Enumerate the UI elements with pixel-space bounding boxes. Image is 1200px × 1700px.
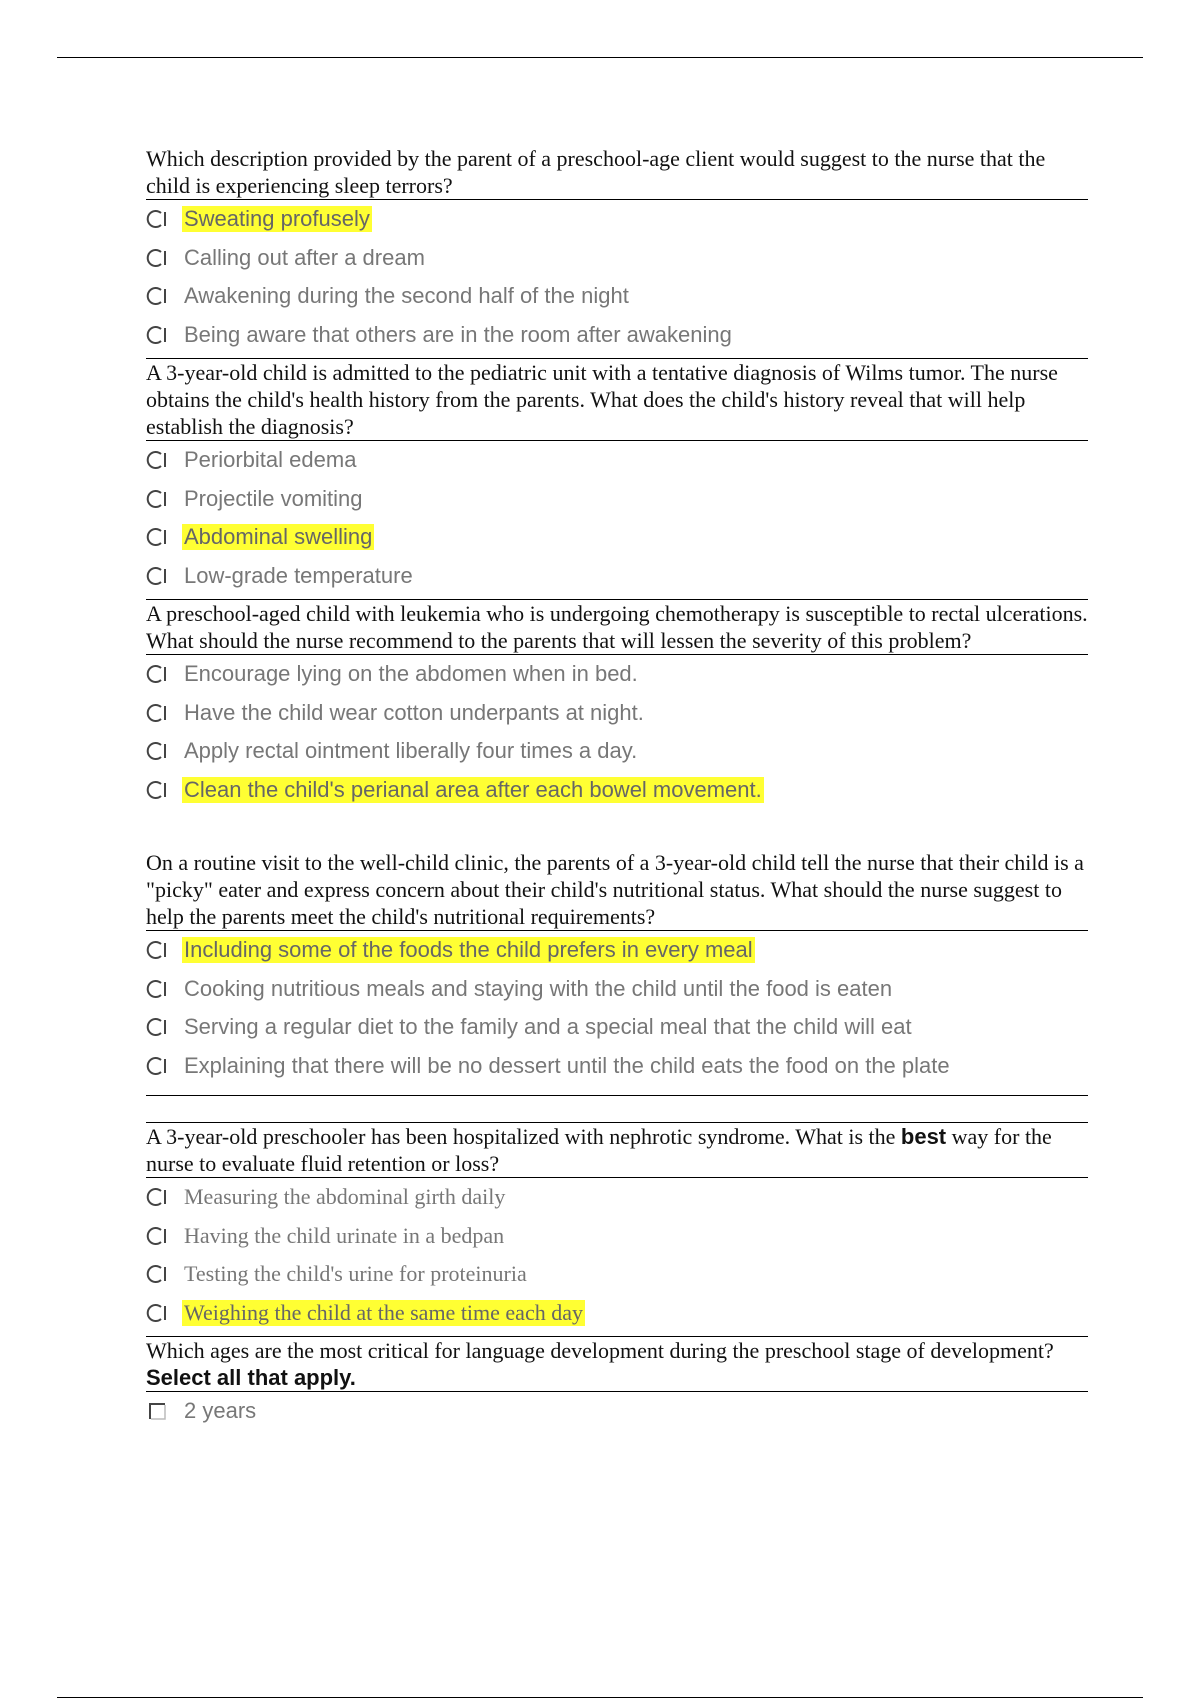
radio-button-icon[interactable]: [146, 978, 168, 1000]
answer-option[interactable]: [146, 655, 1088, 694]
question-2-options: [146, 441, 1088, 599]
answer-option[interactable]: [146, 441, 1088, 480]
answer-option[interactable]: [146, 771, 1088, 810]
answer-option-label: Sweating profusely: [184, 206, 370, 232]
question-3-text: A preschool-aged child with leukemia who is undergoing chemotherapy is susceptible to rectal ulcerations. What should the nurse recommend to the parents that will lessen the severity of this problem?: [146, 601, 1088, 653]
answer-option[interactable]: [146, 316, 1088, 355]
question-5-emphasis: best: [900, 1124, 947, 1149]
answer-option[interactable]: [146, 518, 1088, 557]
answer-option-label: Measuring the abdominal girth daily: [184, 1184, 506, 1210]
answer-option-label: Abdominal swelling: [184, 524, 373, 550]
radio-button-icon[interactable]: [146, 1055, 168, 1077]
answer-option[interactable]: [146, 1294, 1088, 1333]
radio-button-icon[interactable]: [146, 663, 168, 685]
radio-button-icon[interactable]: [146, 740, 168, 762]
radio-button-icon[interactable]: [146, 285, 168, 307]
answer-option-label: Calling out after a dream: [184, 244, 425, 270]
radio-button-icon[interactable]: [146, 1225, 168, 1247]
answer-option-label: Being aware that others are in the room after awakening: [184, 321, 732, 347]
answer-option-label: Periorbital edema: [184, 447, 357, 473]
radio-button-icon[interactable]: [146, 779, 168, 801]
radio-button-icon[interactable]: [146, 1302, 168, 1324]
answer-option[interactable]: [146, 694, 1088, 733]
question-4-text: On a routine visit to the well-child clinic, the parents of a 3-year-old child tell the nurse that their child is a "picky" eater and express concern about their child's nutritional status. What should the nurse suggest to help the parents meet the child's nutritional requirements?: [146, 849, 1088, 931]
answer-option-label: Testing the child's urine for proteinuria: [184, 1261, 527, 1287]
answer-option[interactable]: [146, 200, 1088, 239]
question-5-text: [146, 1122, 1088, 1178]
question-5-text-end: way for the nurse to evaluate fluid retention or loss?: [146, 1124, 1052, 1176]
radio-button-icon[interactable]: [146, 208, 168, 230]
question-2-text: A 3-year-old child is admitted to the pediatric unit with a tentative diagnosis of Wilms tumor. The nurse obtains the child's health history from the parents. What does the child's history reveal that will help establish the diagnosis?: [146, 358, 1088, 441]
question-3-options: [146, 655, 1088, 813]
answer-option[interactable]: [146, 480, 1088, 519]
question-4-options: [146, 931, 1088, 1096]
answer-option[interactable]: [146, 931, 1088, 970]
page-footer-rule: [57, 1697, 1143, 1698]
answer-option-label: Having the child urinate in a bedpan: [184, 1222, 505, 1248]
answer-option-label: Encourage lying on the abdomen when in bed.: [184, 661, 638, 687]
section-spacer: [146, 813, 1088, 849]
answer-option-label: Including some of the foods the child prefers in every meal: [184, 937, 753, 963]
question-1-options: [146, 200, 1088, 358]
answer-option[interactable]: [146, 239, 1088, 278]
answer-option-label: Cooking nutritious meals and staying with the child until the food is eaten: [184, 975, 893, 1001]
radio-button-icon[interactable]: [146, 1016, 168, 1038]
answer-option[interactable]: [146, 277, 1088, 316]
answer-option[interactable]: [146, 1392, 1088, 1431]
question-1-text: Which description provided by the parent of a preschool-age client would suggest to the nurse that the child is experiencing sleep terrors?: [146, 145, 1088, 200]
quiz-content: [146, 145, 1088, 1435]
radio-button-icon[interactable]: [146, 939, 168, 961]
radio-button-icon[interactable]: [146, 702, 168, 724]
checkbox-icon[interactable]: [146, 1400, 168, 1422]
answer-option-label: Have the child wear cotton underpants at night.: [184, 699, 644, 725]
question-6-options: [146, 1392, 1088, 1435]
answer-option-label: Low-grade temperature: [184, 562, 413, 588]
radio-button-icon[interactable]: [146, 324, 168, 346]
answer-option-label: Awakening during the second half of the night: [184, 283, 629, 309]
radio-button-icon[interactable]: [146, 526, 168, 548]
answer-option-label: Projectile vomiting: [184, 485, 363, 511]
question-6-text-main: Which ages are the most critical for language development during the preschool stage of development?: [146, 1338, 1054, 1363]
answer-option-label: Clean the child's perianal area after each bowel movement.: [184, 776, 762, 802]
answer-option[interactable]: [146, 1217, 1088, 1256]
answer-option[interactable]: [146, 1255, 1088, 1294]
answer-option[interactable]: [146, 1008, 1088, 1047]
answer-option[interactable]: [146, 1047, 1088, 1086]
radio-button-icon[interactable]: [146, 488, 168, 510]
question-5-text-start: A 3-year-old preschooler has been hospitalized with nephrotic syndrome. What is the: [146, 1124, 901, 1149]
answer-option-label: Weighing the child at the same time each day: [184, 1299, 583, 1325]
answer-option-label: Explaining that there will be no dessert until the child eats the food on the plate: [184, 1052, 950, 1078]
radio-button-icon[interactable]: [146, 247, 168, 269]
radio-button-icon[interactable]: [146, 449, 168, 471]
answer-option-label: Apply rectal ointment liberally four times a day.: [184, 738, 638, 764]
answer-option-label: 2 years: [184, 1398, 257, 1424]
radio-button-icon[interactable]: [146, 565, 168, 587]
radio-button-icon[interactable]: [146, 1263, 168, 1285]
answer-option[interactable]: [146, 970, 1088, 1009]
section-spacer: [146, 1096, 1088, 1122]
answer-option[interactable]: [146, 557, 1088, 596]
answer-option[interactable]: [146, 732, 1088, 771]
question-5-options: [146, 1178, 1088, 1336]
radio-button-icon[interactable]: [146, 1186, 168, 1208]
answer-option-label: Serving a regular diet to the family and a special meal that the child will eat: [184, 1014, 912, 1040]
select-all-instruction: Select all that apply.: [146, 1365, 356, 1390]
answer-option[interactable]: [146, 1178, 1088, 1217]
question-6-text: [146, 1336, 1088, 1392]
page-header-rule: [57, 57, 1143, 58]
